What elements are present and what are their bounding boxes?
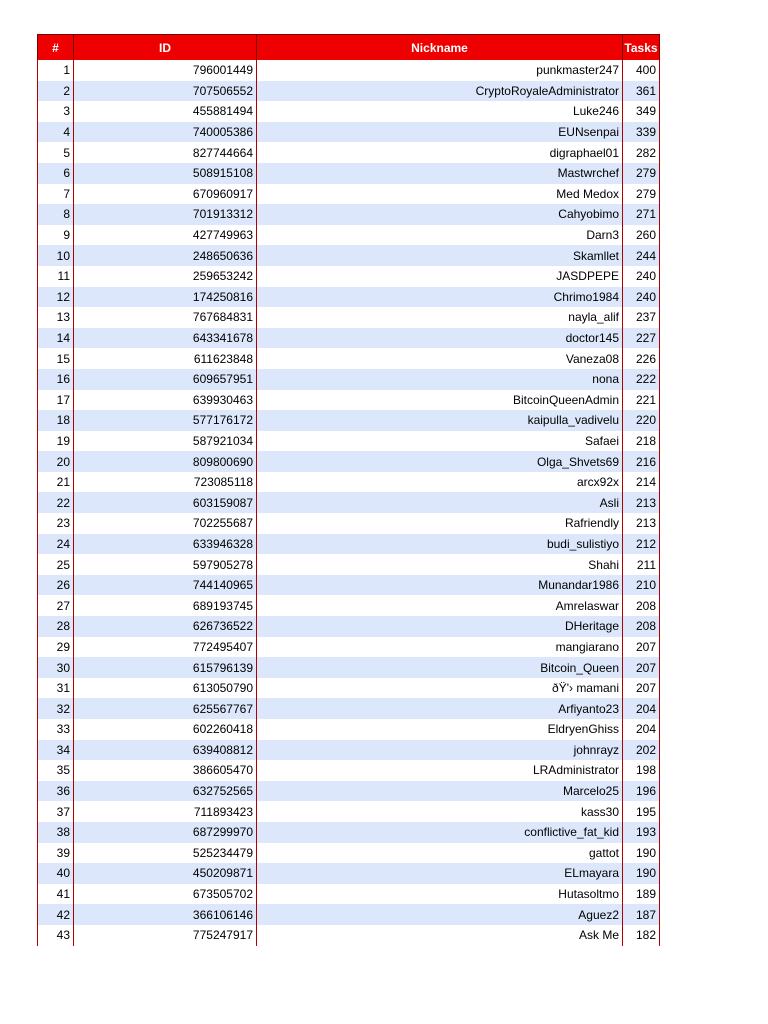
cell-rank: 21 xyxy=(38,472,74,493)
cell-nickname: Aguez2 xyxy=(257,904,623,925)
cell-tasks: 198 xyxy=(623,760,660,781)
cell-id: 577176172 xyxy=(74,410,257,431)
table-row xyxy=(38,142,660,163)
cell-nickname: ELmayara xyxy=(257,863,623,884)
cell-tasks: 339 xyxy=(623,122,660,143)
table-row xyxy=(38,925,660,946)
cell-rank: 30 xyxy=(38,657,74,678)
cell-rank: 19 xyxy=(38,431,74,452)
cell-nickname: budi_sulistiyo xyxy=(257,534,623,555)
cell-id: 386605470 xyxy=(74,760,257,781)
cell-tasks: 279 xyxy=(623,184,660,205)
cell-nickname: Cahyobimo xyxy=(257,204,623,225)
column-header-id: ID xyxy=(74,35,257,61)
table-row xyxy=(38,781,660,802)
cell-id: 796001449 xyxy=(74,60,257,81)
table-row xyxy=(38,843,660,864)
cell-rank: 34 xyxy=(38,740,74,761)
cell-id: 632752565 xyxy=(74,781,257,802)
cell-nickname: Ask Me xyxy=(257,925,623,946)
cell-id: 450209871 xyxy=(74,863,257,884)
cell-nickname: ðŸ'› mamani xyxy=(257,678,623,699)
cell-tasks: 190 xyxy=(623,843,660,864)
cell-tasks: 202 xyxy=(623,740,660,761)
cell-rank: 32 xyxy=(38,698,74,719)
cell-rank: 35 xyxy=(38,760,74,781)
cell-nickname: JASDPEPE xyxy=(257,266,623,287)
cell-rank: 41 xyxy=(38,884,74,905)
cell-tasks: 227 xyxy=(623,328,660,349)
cell-rank: 26 xyxy=(38,575,74,596)
cell-nickname: Bitcoin_Queen xyxy=(257,657,623,678)
column-header-nickname: Nickname xyxy=(257,35,623,61)
cell-rank: 33 xyxy=(38,719,74,740)
cell-tasks: 240 xyxy=(623,266,660,287)
cell-tasks: 213 xyxy=(623,513,660,534)
cell-nickname: gattot xyxy=(257,843,623,864)
table-row xyxy=(38,884,660,905)
table-row xyxy=(38,101,660,122)
cell-rank: 14 xyxy=(38,328,74,349)
cell-tasks: 221 xyxy=(623,390,660,411)
table-row xyxy=(38,595,660,616)
cell-rank: 15 xyxy=(38,348,74,369)
cell-id: 687299970 xyxy=(74,822,257,843)
cell-rank: 3 xyxy=(38,101,74,122)
cell-nickname: Hutasoltmo xyxy=(257,884,623,905)
table-row xyxy=(38,740,660,761)
cell-rank: 43 xyxy=(38,925,74,946)
cell-id: 775247917 xyxy=(74,925,257,946)
cell-id: 639930463 xyxy=(74,390,257,411)
cell-nickname: Med Medox xyxy=(257,184,623,205)
cell-nickname: Skamllet xyxy=(257,245,623,266)
cell-tasks: 279 xyxy=(623,163,660,184)
table-row xyxy=(38,678,660,699)
cell-id: 174250816 xyxy=(74,287,257,308)
cell-id: 633946328 xyxy=(74,534,257,555)
cell-rank: 20 xyxy=(38,451,74,472)
cell-nickname: BitcoinQueenAdmin xyxy=(257,390,623,411)
cell-rank: 12 xyxy=(38,287,74,308)
cell-tasks: 182 xyxy=(623,925,660,946)
cell-tasks: 204 xyxy=(623,698,660,719)
cell-rank: 10 xyxy=(38,245,74,266)
cell-rank: 29 xyxy=(38,637,74,658)
cell-tasks: 361 xyxy=(623,81,660,102)
cell-id: 827744664 xyxy=(74,142,257,163)
table-row xyxy=(38,534,660,555)
cell-tasks: 190 xyxy=(623,863,660,884)
cell-nickname: doctor145 xyxy=(257,328,623,349)
cell-nickname: conflictive_fat_kid xyxy=(257,822,623,843)
column-header-rank: # xyxy=(38,35,74,61)
cell-rank: 39 xyxy=(38,843,74,864)
cell-tasks: 207 xyxy=(623,678,660,699)
table-row xyxy=(38,184,660,205)
cell-rank: 6 xyxy=(38,163,74,184)
table-row xyxy=(38,348,660,369)
table-row xyxy=(38,431,660,452)
cell-nickname: nayla_alif xyxy=(257,307,623,328)
cell-id: 609657951 xyxy=(74,369,257,390)
table-row xyxy=(38,451,660,472)
cell-id: 673505702 xyxy=(74,884,257,905)
cell-tasks: 271 xyxy=(623,204,660,225)
table-row xyxy=(38,904,660,925)
table-row xyxy=(38,822,660,843)
cell-tasks: 400 xyxy=(623,60,660,81)
cell-tasks: 196 xyxy=(623,781,660,802)
cell-rank: 38 xyxy=(38,822,74,843)
cell-rank: 42 xyxy=(38,904,74,925)
cell-id: 603159087 xyxy=(74,492,257,513)
table-row xyxy=(38,369,660,390)
cell-id: 767684831 xyxy=(74,307,257,328)
cell-id: 639408812 xyxy=(74,740,257,761)
cell-rank: 5 xyxy=(38,142,74,163)
table-row xyxy=(38,698,660,719)
table-row xyxy=(38,472,660,493)
cell-tasks: 237 xyxy=(623,307,660,328)
cell-nickname: LRAdministrator xyxy=(257,760,623,781)
table-row xyxy=(38,390,660,411)
cell-nickname: EldryenGhiss xyxy=(257,719,623,740)
cell-nickname: nona xyxy=(257,369,623,390)
table-row xyxy=(38,266,660,287)
cell-tasks: 216 xyxy=(623,451,660,472)
cell-tasks: 260 xyxy=(623,225,660,246)
cell-id: 772495407 xyxy=(74,637,257,658)
cell-id: 615796139 xyxy=(74,657,257,678)
cell-nickname: Mastwrchef xyxy=(257,163,623,184)
cell-nickname: mangiarano xyxy=(257,637,623,658)
cell-id: 259653242 xyxy=(74,266,257,287)
cell-id: 602260418 xyxy=(74,719,257,740)
cell-tasks: 187 xyxy=(623,904,660,925)
cell-id: 525234479 xyxy=(74,843,257,864)
cell-rank: 4 xyxy=(38,122,74,143)
cell-nickname: Luke246 xyxy=(257,101,623,122)
cell-rank: 17 xyxy=(38,390,74,411)
cell-id: 711893423 xyxy=(74,801,257,822)
table-row xyxy=(38,410,660,431)
cell-tasks: 222 xyxy=(623,369,660,390)
cell-id: 626736522 xyxy=(74,616,257,637)
cell-tasks: 282 xyxy=(623,142,660,163)
cell-tasks: 212 xyxy=(623,534,660,555)
cell-rank: 24 xyxy=(38,534,74,555)
leaderboard-table xyxy=(37,34,660,946)
table-row xyxy=(38,163,660,184)
cell-nickname: CryptoRoyaleAdministrator xyxy=(257,81,623,102)
cell-nickname: Darn3 xyxy=(257,225,623,246)
cell-tasks: 220 xyxy=(623,410,660,431)
cell-rank: 27 xyxy=(38,595,74,616)
cell-tasks: 240 xyxy=(623,287,660,308)
column-header-tasks: Tasks xyxy=(623,35,660,61)
cell-nickname: EUNsenpai xyxy=(257,122,623,143)
cell-id: 248650636 xyxy=(74,245,257,266)
cell-tasks: 207 xyxy=(623,637,660,658)
cell-rank: 2 xyxy=(38,81,74,102)
cell-nickname: Marcelo25 xyxy=(257,781,623,802)
cell-tasks: 349 xyxy=(623,101,660,122)
table-row xyxy=(38,492,660,513)
cell-nickname: Vaneza08 xyxy=(257,348,623,369)
cell-nickname: punkmaster247 xyxy=(257,60,623,81)
cell-nickname: johnrayz xyxy=(257,740,623,761)
cell-nickname: kass30 xyxy=(257,801,623,822)
cell-rank: 23 xyxy=(38,513,74,534)
cell-tasks: 213 xyxy=(623,492,660,513)
cell-id: 702255687 xyxy=(74,513,257,534)
table-row xyxy=(38,328,660,349)
cell-tasks: 214 xyxy=(623,472,660,493)
table-row xyxy=(38,204,660,225)
cell-rank: 28 xyxy=(38,616,74,637)
cell-tasks: 210 xyxy=(623,575,660,596)
table-row xyxy=(38,637,660,658)
cell-id: 740005386 xyxy=(74,122,257,143)
cell-nickname: kaipulla_vadivelu xyxy=(257,410,623,431)
cell-nickname: Rafriendly xyxy=(257,513,623,534)
table-row xyxy=(38,513,660,534)
cell-id: 809800690 xyxy=(74,451,257,472)
cell-rank: 22 xyxy=(38,492,74,513)
cell-tasks: 208 xyxy=(623,595,660,616)
cell-rank: 31 xyxy=(38,678,74,699)
table-row xyxy=(38,863,660,884)
table-body xyxy=(38,60,660,946)
cell-id: 723085118 xyxy=(74,472,257,493)
cell-id: 613050790 xyxy=(74,678,257,699)
cell-nickname: Shahi xyxy=(257,554,623,575)
cell-nickname: DHeritage xyxy=(257,616,623,637)
cell-rank: 13 xyxy=(38,307,74,328)
leaderboard-sheet xyxy=(37,34,659,946)
cell-id: 701913312 xyxy=(74,204,257,225)
table-row xyxy=(38,81,660,102)
cell-tasks: 207 xyxy=(623,657,660,678)
cell-tasks: 189 xyxy=(623,884,660,905)
cell-rank: 9 xyxy=(38,225,74,246)
cell-rank: 7 xyxy=(38,184,74,205)
cell-id: 455881494 xyxy=(74,101,257,122)
cell-id: 625567767 xyxy=(74,698,257,719)
table-row xyxy=(38,616,660,637)
cell-tasks: 226 xyxy=(623,348,660,369)
table-row xyxy=(38,245,660,266)
cell-tasks: 208 xyxy=(623,616,660,637)
cell-nickname: Olga_Shvets69 xyxy=(257,451,623,472)
cell-rank: 25 xyxy=(38,554,74,575)
cell-tasks: 218 xyxy=(623,431,660,452)
cell-id: 597905278 xyxy=(74,554,257,575)
table-row xyxy=(38,287,660,308)
table-row xyxy=(38,801,660,822)
cell-nickname: Amrelaswar xyxy=(257,595,623,616)
cell-tasks: 193 xyxy=(623,822,660,843)
table-row xyxy=(38,554,660,575)
cell-id: 587921034 xyxy=(74,431,257,452)
header-row xyxy=(38,35,660,61)
cell-rank: 18 xyxy=(38,410,74,431)
table-row xyxy=(38,122,660,143)
cell-id: 670960917 xyxy=(74,184,257,205)
cell-nickname: Arfiyanto23 xyxy=(257,698,623,719)
cell-id: 611623848 xyxy=(74,348,257,369)
cell-rank: 37 xyxy=(38,801,74,822)
table-row xyxy=(38,307,660,328)
cell-id: 427749963 xyxy=(74,225,257,246)
cell-nickname: Munandar1986 xyxy=(257,575,623,596)
cell-tasks: 195 xyxy=(623,801,660,822)
cell-id: 689193745 xyxy=(74,595,257,616)
cell-tasks: 244 xyxy=(623,245,660,266)
cell-rank: 11 xyxy=(38,266,74,287)
table-row xyxy=(38,225,660,246)
cell-id: 366106146 xyxy=(74,904,257,925)
cell-nickname: Safaei xyxy=(257,431,623,452)
table-row xyxy=(38,760,660,781)
cell-nickname: Chrimo1984 xyxy=(257,287,623,308)
cell-tasks: 211 xyxy=(623,554,660,575)
cell-rank: 36 xyxy=(38,781,74,802)
cell-rank: 16 xyxy=(38,369,74,390)
table-header xyxy=(38,35,660,61)
cell-id: 508915108 xyxy=(74,163,257,184)
table-row xyxy=(38,657,660,678)
cell-id: 707506552 xyxy=(74,81,257,102)
cell-rank: 1 xyxy=(38,60,74,81)
cell-tasks: 204 xyxy=(623,719,660,740)
table-row xyxy=(38,575,660,596)
table-row xyxy=(38,719,660,740)
table-row xyxy=(38,60,660,81)
cell-nickname: digraphael01 xyxy=(257,142,623,163)
cell-nickname: arcx92x xyxy=(257,472,623,493)
cell-id: 744140965 xyxy=(74,575,257,596)
cell-rank: 8 xyxy=(38,204,74,225)
cell-id: 643341678 xyxy=(74,328,257,349)
cell-nickname: Asli xyxy=(257,492,623,513)
cell-rank: 40 xyxy=(38,863,74,884)
